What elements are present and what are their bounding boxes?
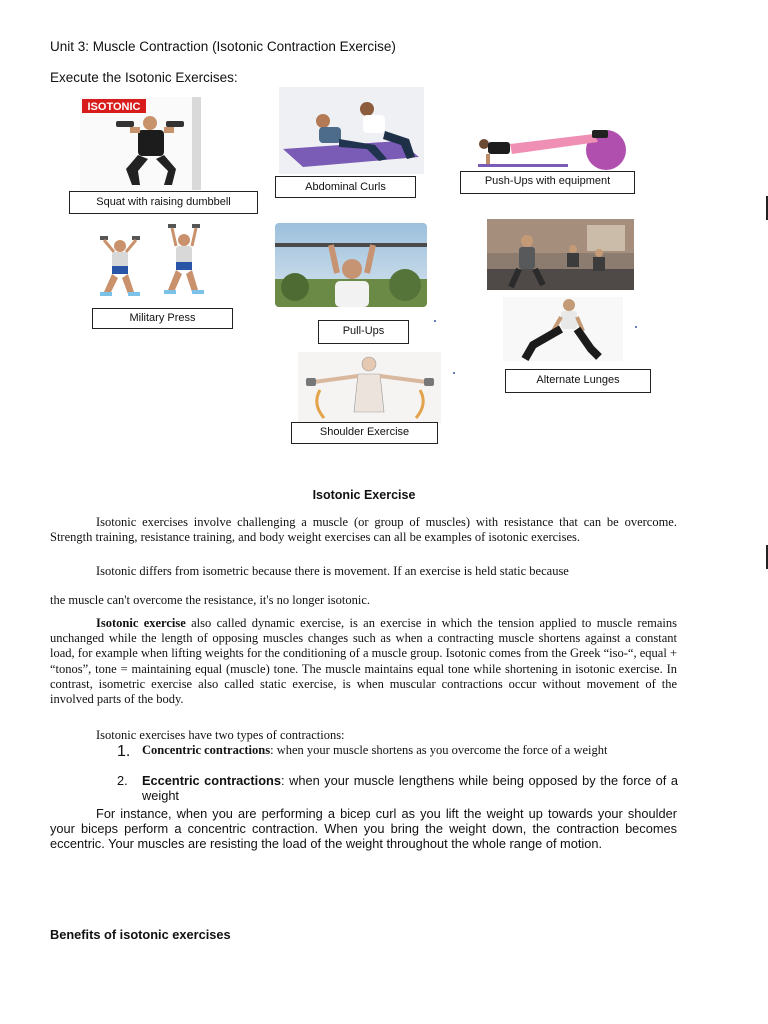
paragraph-2a: Isotonic differs from isometric because there is movement. If an exercise is held static because — [96, 564, 569, 578]
squat-figure-icon — [80, 97, 201, 190]
list-text: : when your muscle lengthens while being opposed by the force of a weight — [142, 773, 678, 804]
instruction-text: Execute the Isotonic Exercises: — [50, 70, 238, 85]
military-photo — [88, 222, 216, 306]
caption-shoulder: Shoulder Exercise — [291, 422, 438, 444]
shoulder-figure-icon — [298, 352, 441, 423]
pushups-photo — [474, 124, 634, 170]
caption-pullups: Pull-Ups — [318, 320, 409, 344]
list-number: 1. — [117, 743, 131, 760]
isotonic-badge: ISOTONIC — [87, 101, 141, 113]
caption-squat: Squat with raising dumbbell — [69, 191, 258, 214]
abdominal-figure-icon — [279, 87, 424, 174]
military-figure-icon — [88, 222, 216, 306]
caption-abdominal: Abdominal Curls — [275, 176, 416, 198]
caption-lunges: Alternate Lunges — [505, 369, 651, 393]
lunges-photo-solo — [503, 297, 623, 361]
caption-military: Military Press — [92, 308, 233, 329]
pullups-figure-icon — [275, 223, 427, 307]
paragraph-3 — [50, 616, 677, 707]
paragraph-1: Isotonic exercises involve challenging a muscle (or group of muscles) with resistance that can be overcome. Strength training, resistance training, and body weight exercises can all be examples of isotonic exercises. — [50, 515, 677, 545]
benefits-heading: Benefits of isotonic exercises — [50, 927, 231, 942]
stray-dot — [453, 372, 455, 374]
abdominal-photo — [279, 87, 424, 174]
pullups-photo — [275, 223, 427, 307]
stray-dot — [635, 326, 637, 328]
list-text: : when your muscle shortens as you overcome the force of a weight — [270, 743, 608, 757]
list-number: 2. — [117, 773, 128, 788]
list-item-1 — [142, 743, 678, 758]
shoulder-photo — [298, 352, 441, 423]
caption-pushups: Push-Ups with equipment — [460, 171, 635, 194]
section-heading: Isotonic Exercise — [312, 488, 416, 502]
paragraph-4: Isotonic exercises have two types of contractions: — [96, 728, 345, 742]
paragraph-3-text: also called dynamic exercise, is an exercise in which the tension applied to muscle remains unchanged while the length of opposing muscles changes such as when a contracting muscle shortens against a constant load, for example when lifting weights for the conditioning of a muscle group. Isotonic comes from the Greek “iso-“, equal + “tonos”, tone = maintaining equal (muscle) tone. The muscle maintains equal tone while shortening in isotonic exercise. In contrast, isometric exercise also called static exercise, is when muscular contractions occur without movement of the involved parts of the body. — [50, 616, 677, 707]
stray-dot — [434, 320, 436, 322]
pushups-figure-icon — [474, 124, 634, 170]
list-item-2 — [142, 773, 678, 803]
paragraph-2b: the muscle can't overcome the resistance, it's no longer isotonic. — [50, 593, 371, 607]
unit-title: Unit 3: Muscle Contraction (Isotonic Contraction Exercise) — [50, 39, 396, 54]
paragraph-5: For instance, when you are performing a bicep curl as you lift the weight up towards your shoulder your biceps perform a concentric contraction. When you bring the weight down, the contraction becomes eccentric. Your muscles are resisting the load of the weight throughout the whole range of motion. — [50, 806, 677, 852]
paragraph-3-term: Isotonic exercise — [96, 616, 186, 630]
lunges-photo-gym — [487, 219, 634, 290]
squat-photo — [80, 97, 201, 190]
lunges-solo-icon — [503, 297, 623, 361]
list-term: Concentric contractions — [142, 743, 271, 757]
lunges-gym-icon — [487, 219, 634, 290]
list-term: Eccentric contractions — [142, 773, 281, 788]
